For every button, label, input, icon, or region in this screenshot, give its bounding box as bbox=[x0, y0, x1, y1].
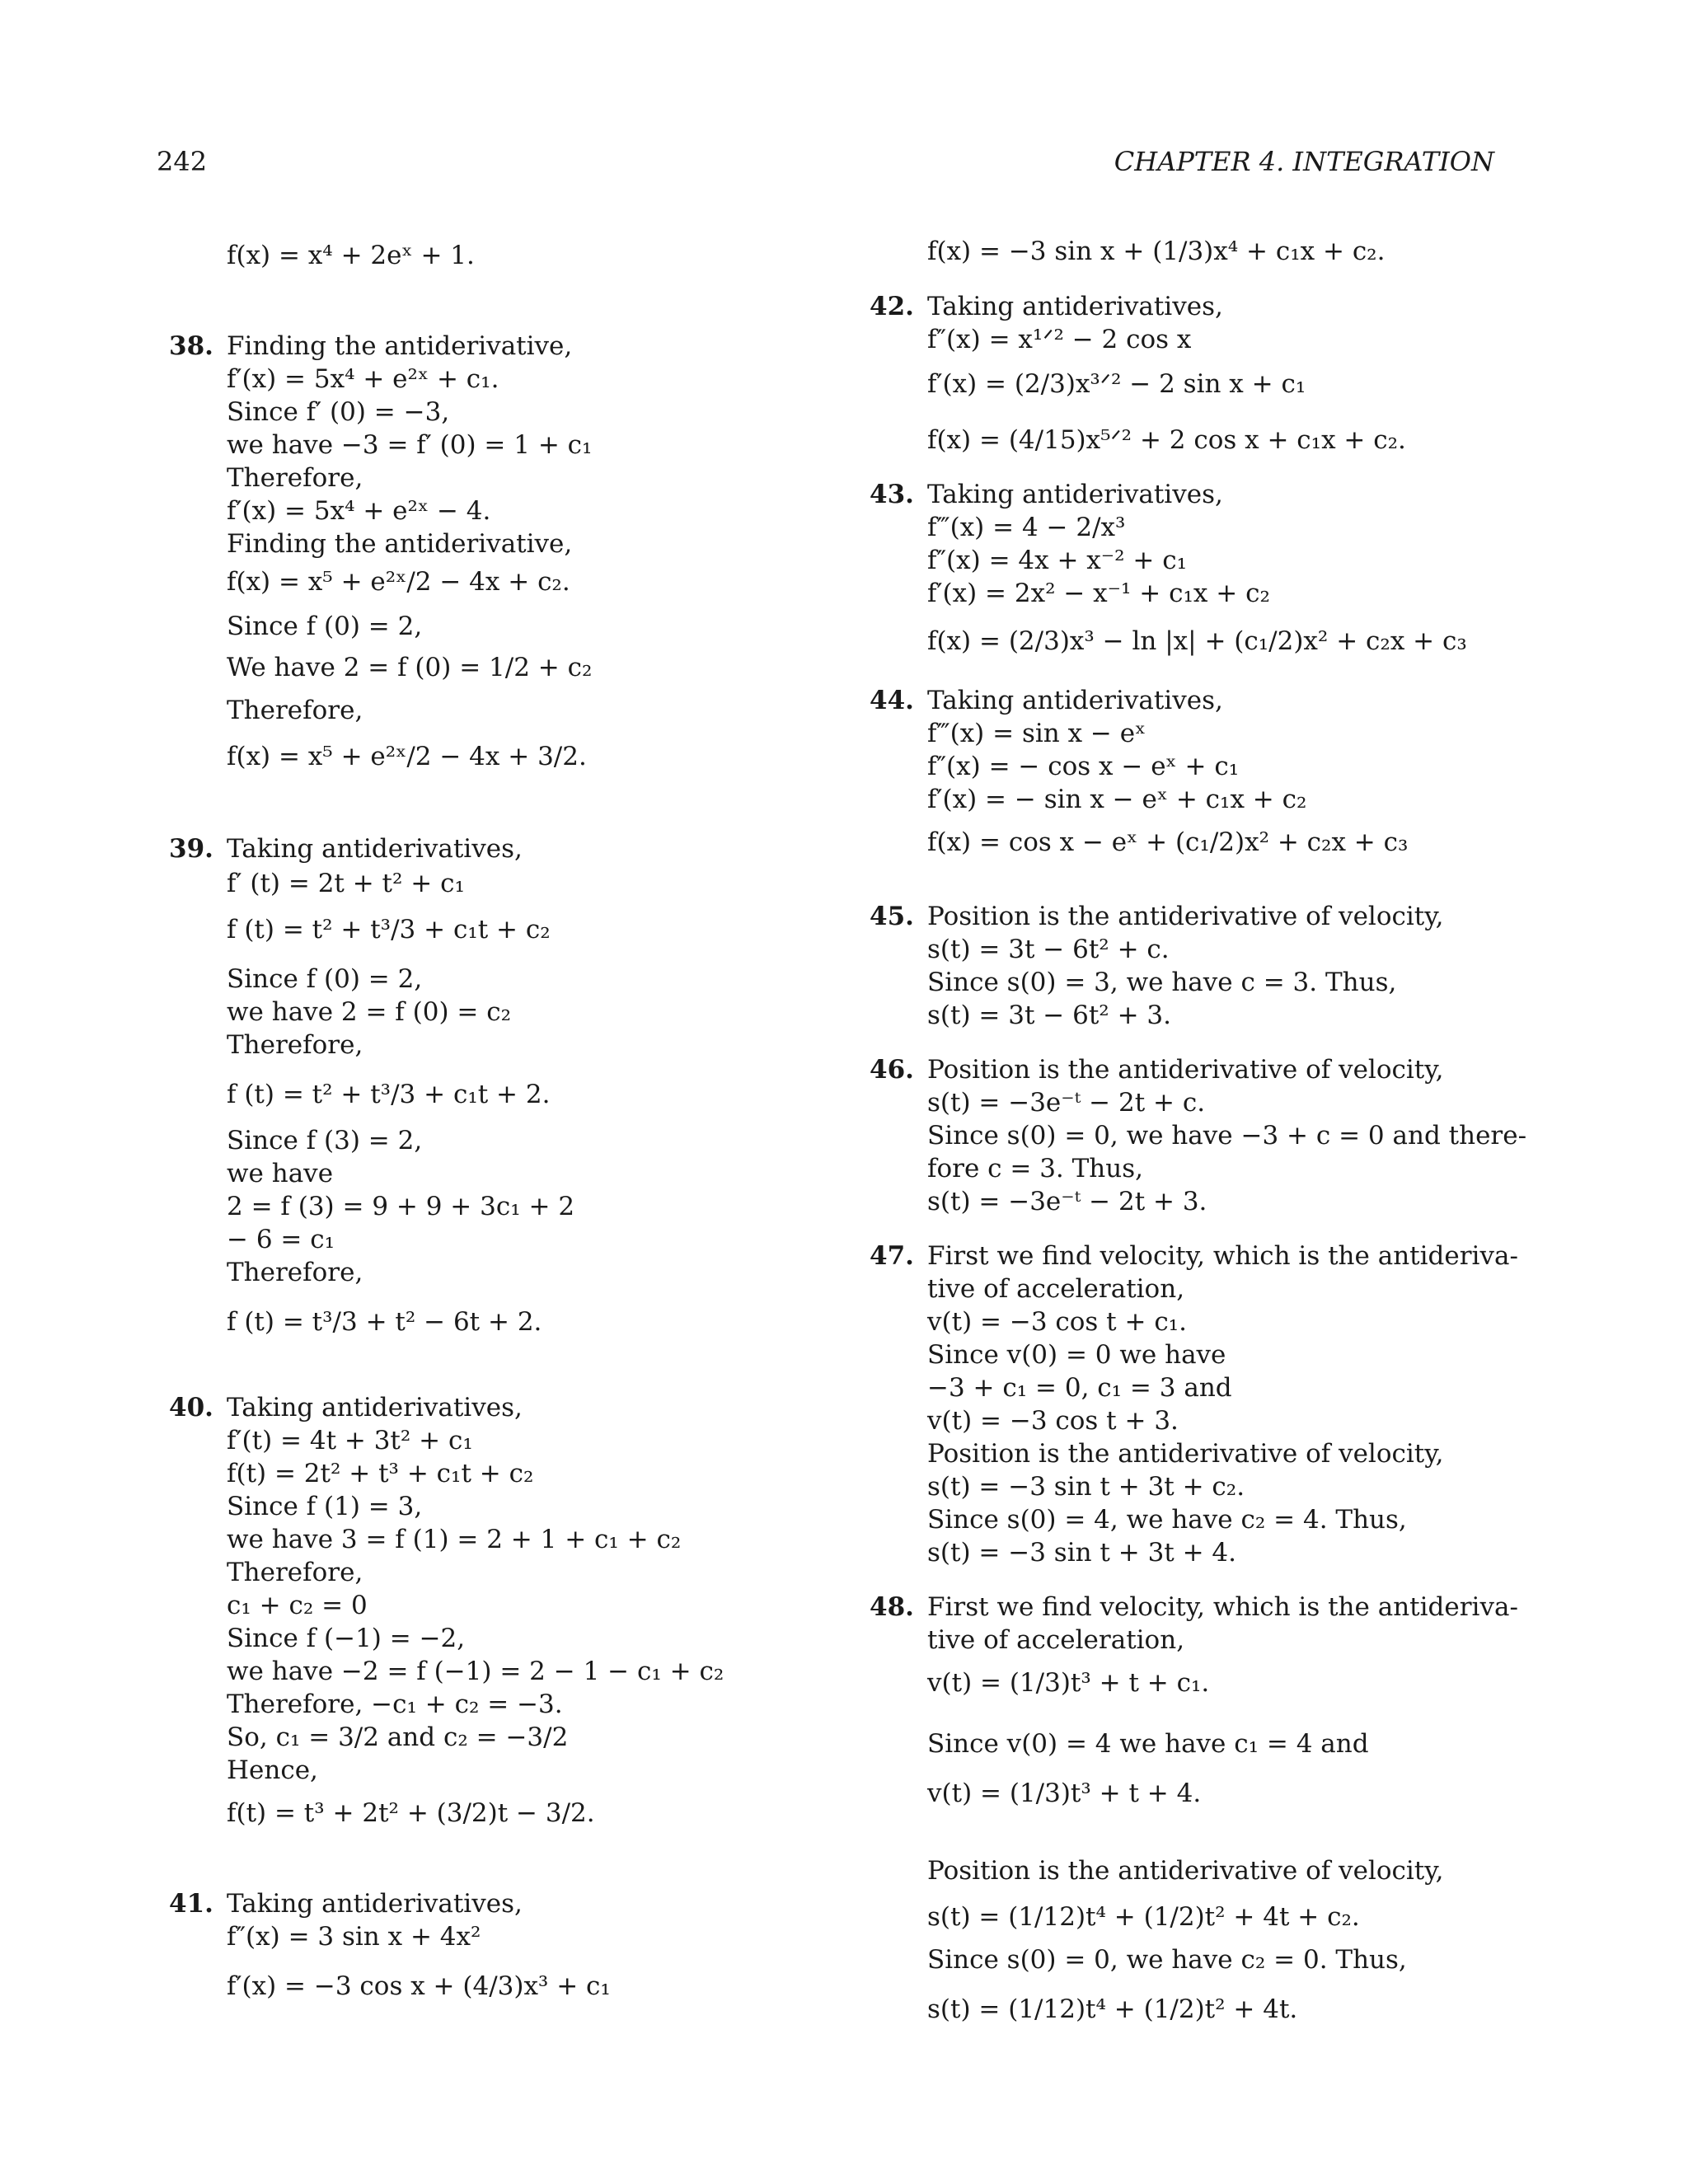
problem-number: 38. bbox=[169, 331, 213, 361]
line-text: s(t) = 3t − 6t² + c. bbox=[927, 935, 1170, 964]
solution-line bbox=[227, 1078, 550, 1111]
running-head: CHAPTER 4. INTEGRATION bbox=[1114, 146, 1494, 177]
line-text: f(t) = 2t² + t³ + c₁t + c₂ bbox=[227, 1459, 534, 1488]
line-text: Since s(0) = 4, we have c₂ = 4. Thus, bbox=[927, 1505, 1407, 1535]
line-text: 2 = f (3) = 9 + 9 + 3c₁ + 2 bbox=[227, 1192, 575, 1221]
solution-line bbox=[927, 750, 1239, 783]
solution-line bbox=[227, 363, 499, 396]
page-number: 242 bbox=[157, 146, 208, 177]
solution-line bbox=[227, 740, 587, 773]
line-text: f′ (t) = 2t + t² + c₁ bbox=[227, 869, 465, 898]
line-text: Position is the antiderivative of velocity, bbox=[927, 902, 1444, 931]
solution-line bbox=[927, 999, 1171, 1032]
solution-line bbox=[927, 1119, 1526, 1152]
line-text: v(t) = (1/3)t³ + t + 4. bbox=[927, 1779, 1202, 1808]
problem-line bbox=[169, 832, 523, 865]
solution-line bbox=[927, 1900, 1360, 1933]
line-text: f′(x) = −3 cos x + (4/3)x³ + c₁ bbox=[227, 1971, 611, 2001]
line-text: Since s(0) = 0, we have c₂ = 0. Thus, bbox=[927, 1945, 1407, 1975]
line-text: Therefore, −c₁ + c₂ = −3. bbox=[227, 1690, 563, 1719]
line-text: f(t) = t³ + 2t² + (3/2)t − 3/2. bbox=[227, 1798, 595, 1828]
line-text: Position is the antiderivative of velocity, bbox=[927, 1856, 1444, 1886]
line-text: s(t) = (1/12)t⁴ + (1/2)t² + 4t. bbox=[927, 1994, 1298, 2024]
solution-line bbox=[927, 625, 1467, 658]
solution-line bbox=[927, 1624, 1184, 1657]
line-text: Therefore, bbox=[227, 696, 363, 725]
line-text: Position is the antiderivative of velocity, bbox=[927, 1055, 1444, 1085]
solution-line bbox=[927, 966, 1396, 999]
line-text: f (t) = t³/3 + t² − 6t + 2. bbox=[227, 1307, 542, 1337]
solution-line bbox=[927, 1185, 1207, 1218]
line-text: Taking antiderivatives, bbox=[227, 834, 523, 864]
line-text: c₁ + c₂ = 0 bbox=[227, 1591, 368, 1620]
line-text: Since f (0) = 2, bbox=[227, 964, 423, 994]
line-text: Taking antiderivatives, bbox=[927, 686, 1223, 715]
line-text: f(x) = x⁵ + e²ˣ/2 − 4x + c₂. bbox=[227, 567, 570, 597]
solution-line bbox=[927, 235, 1385, 268]
solution-line bbox=[227, 1721, 568, 1754]
line-text: f′(x) = (2/3)x³ᐟ² − 2 sin x + c₁ bbox=[927, 369, 1306, 399]
line-text: f″(x) = 4x + x⁻² + c₁ bbox=[927, 546, 1188, 575]
problem-line bbox=[870, 290, 1223, 323]
line-text: s(t) = −3 sin t + 3t + c₂. bbox=[927, 1472, 1245, 1502]
problem-line bbox=[870, 478, 1223, 511]
line-text: Since s(0) = 0, we have −3 + c = 0 and there- bbox=[927, 1121, 1527, 1151]
line-text: we have 2 = f (0) = c₂ bbox=[227, 997, 512, 1027]
solution-line bbox=[927, 717, 1146, 750]
solution-line bbox=[227, 651, 592, 684]
line-text: Since f′ (0) = −3, bbox=[227, 397, 450, 427]
solution-line bbox=[227, 1424, 473, 1457]
solution-line bbox=[927, 826, 1408, 859]
line-text: s(t) = −3e⁻ᵗ − 2t + 3. bbox=[927, 1187, 1207, 1216]
solution-line bbox=[227, 1190, 574, 1223]
solution-line bbox=[927, 1943, 1407, 1976]
solution-line bbox=[227, 1256, 363, 1289]
line-text: Since v(0) = 0 we have bbox=[927, 1340, 1226, 1370]
solution-line bbox=[227, 694, 363, 727]
problem-number: 42. bbox=[870, 292, 914, 321]
line-text: First we find velocity, which is the antideriva- bbox=[927, 1592, 1518, 1622]
solution-line bbox=[227, 1223, 335, 1256]
line-text: Taking antiderivatives, bbox=[927, 292, 1223, 321]
solution-line bbox=[227, 867, 465, 900]
solution-line bbox=[227, 1490, 422, 1523]
line-text: Since f (0) = 2, bbox=[227, 612, 423, 641]
line-text: s(t) = 3t − 6t² + 3. bbox=[927, 1001, 1171, 1030]
line-text: Position is the antiderivative of velocity, bbox=[927, 1439, 1444, 1469]
line-text: Finding the antiderivative, bbox=[227, 331, 573, 361]
solution-line bbox=[227, 996, 511, 1029]
line-text: v(t) = −3 cos t + c₁. bbox=[927, 1307, 1187, 1337]
solution-line bbox=[927, 577, 1270, 610]
line-text: Since f (−1) = −2, bbox=[227, 1624, 466, 1653]
problem-number: 40. bbox=[169, 1393, 213, 1422]
line-text: f′(x) = 2x² − x⁻¹ + c₁x + c₂ bbox=[927, 579, 1270, 608]
solution-line bbox=[227, 429, 592, 462]
line-text: f″(x) = − cos x − eˣ + c₁ bbox=[927, 752, 1240, 781]
solution-line bbox=[227, 565, 570, 598]
line-text: s(t) = −3e⁻ᵗ − 2t + c. bbox=[927, 1088, 1206, 1118]
solution-line bbox=[927, 1437, 1443, 1470]
line-text: s(t) = −3 sin t + 3t + 4. bbox=[927, 1538, 1237, 1568]
line-text: f(x) = cos x − eˣ + (c₁/2)x² + c₂x + c₃ bbox=[927, 827, 1409, 857]
solution-line bbox=[227, 1556, 363, 1589]
line-text: Since v(0) = 4 we have c₁ = 4 and bbox=[927, 1729, 1369, 1759]
problem-line bbox=[169, 1391, 523, 1424]
line-text: f′(x) = − sin x − eˣ + c₁x + c₂ bbox=[927, 785, 1307, 814]
solution-line bbox=[227, 1523, 681, 1556]
line-text: So, c₁ = 3/2 and c₂ = −3/2 bbox=[227, 1722, 569, 1752]
line-text: f′(x) = 5x⁴ + e²ˣ + c₁. bbox=[227, 364, 499, 394]
solution-line bbox=[227, 1589, 368, 1622]
line-text: f (t) = t² + t³/3 + c₁t + 2. bbox=[227, 1080, 551, 1109]
solution-line bbox=[227, 1029, 363, 1062]
problem-number: 46. bbox=[870, 1055, 914, 1085]
solution-line bbox=[227, 239, 475, 272]
solution-line bbox=[227, 963, 422, 996]
line-text: Therefore, bbox=[227, 463, 363, 493]
line-text: Finding the antiderivative, bbox=[227, 529, 573, 559]
line-text: v(t) = (1/3)t³ + t + c₁. bbox=[927, 1668, 1210, 1698]
line-text: f(x) = −3 sin x + (1/3)x⁴ + c₁x + c₂. bbox=[927, 237, 1386, 266]
line-text: f (t) = t² + t³/3 + c₁t + c₂ bbox=[227, 915, 551, 944]
solution-line bbox=[227, 1305, 542, 1338]
solution-line bbox=[927, 424, 1406, 457]
line-text: f(x) = (2/3)x³ − ln |x| + (c₁/2)x² + c₂x + c₃ bbox=[927, 626, 1467, 656]
problem-line bbox=[169, 1887, 523, 1920]
solution-line bbox=[927, 1536, 1236, 1569]
line-text: f(x) = x⁴ + 2eˣ + 1. bbox=[227, 241, 475, 270]
problem-line bbox=[870, 1591, 1518, 1624]
problem-number: 47. bbox=[870, 1241, 914, 1271]
line-text: Therefore, bbox=[227, 1258, 363, 1287]
solution-line bbox=[227, 1688, 563, 1721]
solution-line bbox=[227, 913, 551, 946]
line-text: Hence, bbox=[227, 1755, 318, 1785]
problem-line bbox=[870, 900, 1444, 933]
line-text: − 6 = c₁ bbox=[227, 1225, 335, 1254]
line-text: f(x) = (4/15)x⁵ᐟ² + 2 cos x + c₁x + c₂. bbox=[927, 425, 1406, 455]
problem-number: 44. bbox=[870, 686, 914, 715]
problem-line bbox=[870, 684, 1223, 717]
solution-line bbox=[927, 1727, 1369, 1760]
line-text: −3 + c₁ = 0, c₁ = 3 and bbox=[927, 1373, 1232, 1403]
solution-line bbox=[927, 1777, 1201, 1810]
solution-line bbox=[927, 1338, 1226, 1371]
solution-line bbox=[227, 396, 449, 429]
line-text: Therefore, bbox=[227, 1030, 363, 1060]
solution-line bbox=[927, 1993, 1297, 2026]
line-text: we have bbox=[227, 1159, 334, 1188]
solution-line bbox=[927, 1470, 1245, 1503]
solution-line bbox=[227, 1655, 724, 1688]
solution-line bbox=[927, 323, 1191, 356]
problem-line bbox=[870, 1240, 1518, 1272]
line-text: Since f (3) = 2, bbox=[227, 1126, 423, 1155]
problem-number: 43. bbox=[870, 480, 914, 509]
line-text: fore c = 3. Thus, bbox=[927, 1154, 1144, 1183]
problem-line bbox=[169, 330, 573, 363]
problem-number: 48. bbox=[870, 1592, 914, 1622]
solution-line bbox=[927, 1371, 1232, 1404]
solution-line bbox=[927, 544, 1187, 577]
line-text: Taking antiderivatives, bbox=[227, 1889, 523, 1919]
solution-line bbox=[227, 462, 363, 494]
line-text: tive of acceleration, bbox=[927, 1625, 1185, 1655]
solution-line bbox=[227, 1457, 533, 1490]
solution-line bbox=[227, 494, 490, 527]
line-text: f″(x) = 3 sin x + 4x² bbox=[227, 1922, 481, 1952]
line-text: Since s(0) = 3, we have c = 3. Thus, bbox=[927, 968, 1397, 997]
solution-line bbox=[927, 1272, 1184, 1305]
solution-line bbox=[227, 527, 572, 560]
solution-line bbox=[927, 1305, 1187, 1338]
line-text: f‴(x) = sin x − eˣ bbox=[927, 719, 1146, 748]
problem-number: 45. bbox=[870, 902, 914, 931]
solution-line bbox=[927, 1666, 1209, 1699]
solution-line bbox=[927, 1152, 1143, 1185]
line-text: Therefore, bbox=[227, 1558, 363, 1587]
line-text: tive of acceleration, bbox=[927, 1274, 1185, 1304]
solution-line bbox=[927, 933, 1170, 966]
problem-number: 41. bbox=[169, 1889, 213, 1919]
problem-number: 39. bbox=[169, 834, 213, 864]
line-text: f′(x) = 5x⁴ + e²ˣ − 4. bbox=[227, 496, 491, 526]
solution-line bbox=[927, 1086, 1205, 1119]
line-text: v(t) = −3 cos t + 3. bbox=[927, 1406, 1179, 1436]
problem-line bbox=[870, 1053, 1444, 1086]
solution-line bbox=[227, 610, 422, 643]
solution-line bbox=[927, 783, 1306, 816]
solution-line bbox=[227, 1970, 611, 2003]
line-text: we have −3 = f′ (0) = 1 + c₁ bbox=[227, 430, 593, 460]
solution-line bbox=[927, 511, 1125, 544]
line-text: Since f (1) = 3, bbox=[227, 1492, 423, 1521]
solution-line bbox=[227, 1754, 318, 1787]
line-text: f′(t) = 4t + 3t² + c₁ bbox=[227, 1426, 473, 1455]
line-text: Taking antiderivatives, bbox=[227, 1393, 523, 1422]
solution-line bbox=[927, 1503, 1407, 1536]
solution-line bbox=[227, 1622, 465, 1655]
line-text: We have 2 = f (0) = 1/2 + c₂ bbox=[227, 653, 593, 682]
line-text: f″(x) = x¹ᐟ² − 2 cos x bbox=[927, 325, 1192, 354]
line-text: First we find velocity, which is the antideriva- bbox=[927, 1241, 1518, 1271]
line-text: Taking antiderivatives, bbox=[927, 480, 1223, 509]
line-text: f(x) = x⁵ + e²ˣ/2 − 4x + 3/2. bbox=[227, 742, 587, 771]
line-text: f‴(x) = 4 − 2/x³ bbox=[927, 513, 1126, 542]
solution-line bbox=[927, 1854, 1443, 1887]
solution-line bbox=[227, 1124, 422, 1157]
solution-line bbox=[927, 368, 1306, 401]
line-text: we have −2 = f (−1) = 2 − 1 − c₁ + c₂ bbox=[227, 1657, 724, 1686]
solution-line bbox=[227, 1157, 333, 1190]
line-text: we have 3 = f (1) = 2 + 1 + c₁ + c₂ bbox=[227, 1525, 682, 1554]
solution-line bbox=[927, 1404, 1179, 1437]
line-text: s(t) = (1/12)t⁴ + (1/2)t² + 4t + c₂. bbox=[927, 1902, 1360, 1932]
solution-line bbox=[227, 1920, 481, 1953]
solution-line bbox=[227, 1797, 595, 1830]
